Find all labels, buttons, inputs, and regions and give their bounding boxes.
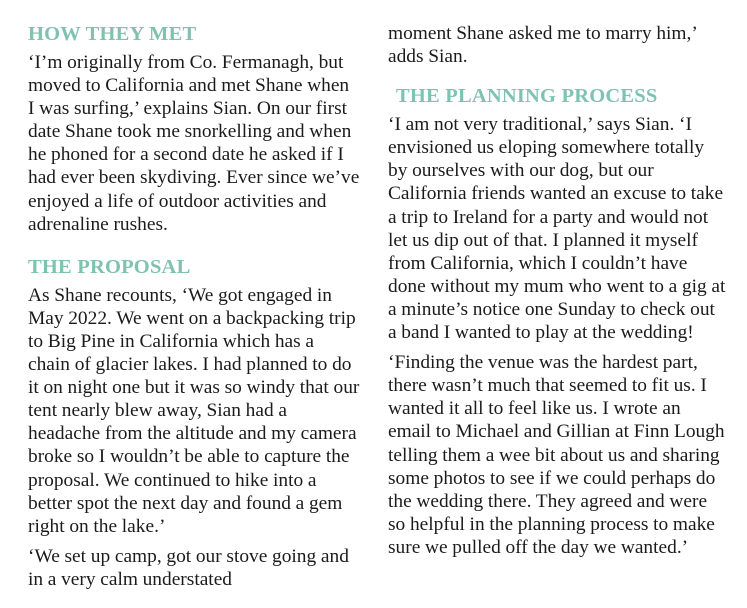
section-heading-the-planning-process: THE PLANNING PROCESS: [396, 85, 658, 108]
section-heading-how-they-met: HOW THEY MET: [28, 23, 197, 45]
two-column-layout: [28, 22, 729, 600]
paragraph-how-they-met: ‘I’m originally from Co. Fermanagh, but moved to California and met Shane when I was surfing,’ explains Sian. On our first date Shane took me snorkelling and when he phoned for a second date he asked if I had ever been skydiving. Ever since we’ve enjoyed a life of outdoor activities and adrenaline rushes.: [28, 52, 360, 235]
paragraph-setting-up-camp: ‘We set up camp, got our stove going and in a very calm understated: [28, 545, 349, 590]
section-heading-the-proposal: THE PROPOSAL: [28, 255, 191, 278]
left-column: [28, 22, 360, 600]
paragraph-proposal-continuation: moment Shane asked me to marry him,’ adds Sian.: [388, 23, 697, 68]
right-column: [388, 22, 728, 600]
paragraph-the-proposal: As Shane recounts, ‘We got engaged in May 2022. We went on a backpacking trip to Big Pine in California which has a chain of glacier lakes. I had planned to do it on night one but it was so windy that our tent nearly blew away, Sian had a headache from the altitude and my camera broke so I wouldn’t be able to capture the proposal. We continued to hike into a better spot the next day and found a gem right on the lake.’: [28, 284, 360, 537]
paragraph-finding-the-venue: ‘Finding the venue was the hardest part, there wasn’t much that seemed to fit us. I wanted it all to feel like us. I wrote an email to Michael and Gillian at Finn Lough telling them a wee bit about us and sharing some photos to see if we could perhaps do the wedding there. They agreed and were so helpful in the planning process to make sure we pulled off the day we wanted.’: [388, 352, 725, 558]
paragraph-planning-process-intro: ‘I am not very traditional,’ says Sian. ‘I envisioned us eloping somewhere totally by ourselves with our dog, but our California friends wanted an excuse to take a trip to Ireland for a party and would not let us dip out of that. I planned it myself from California, which I couldn’t have done without my mum who went to a gig at a minute’s notice one Sunday to check out a band I wanted to play at the wedding!: [388, 114, 726, 344]
